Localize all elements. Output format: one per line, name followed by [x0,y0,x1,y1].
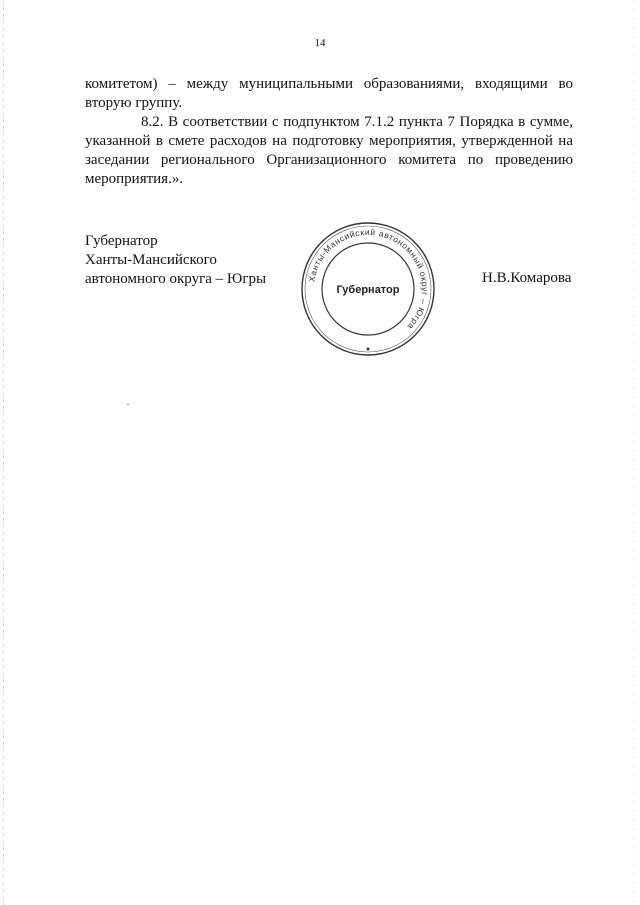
signatory-title [85,232,266,289]
seal-center-text: Губернатор [336,284,400,296]
seal-bottom-star [367,348,370,351]
paragraph-8-2: 8.2. В соответствии с подпунктом 7.1.2 пункта 7 Порядка в сумме, указанной в смете расходов на подготовку мероприятия, утвержденной на заседании регионального Организационного комитета по проведению мероприятия.». [85,114,573,187]
paragraph-continuation: комитетом) – между муниципальными образованиями, входящими во вторую группу. [85,76,573,111]
signatory-title-line: автономного округа – Югры [85,271,267,287]
signatory-name: Н.В.Комарова [482,270,572,286]
scan-edge-left [3,0,4,905]
document-body [85,75,573,189]
signatory-title-line: Ханты-Мансийского [85,252,217,268]
seal-ring-text: Ханты-Мансийский автономный округ – Югра [306,226,431,332]
scan-speck [127,404,129,405]
official-seal [298,219,438,359]
page-number: 14 [314,37,326,49]
scan-edge-right [633,0,634,905]
signatory-title-line: Губернатор [85,233,158,249]
